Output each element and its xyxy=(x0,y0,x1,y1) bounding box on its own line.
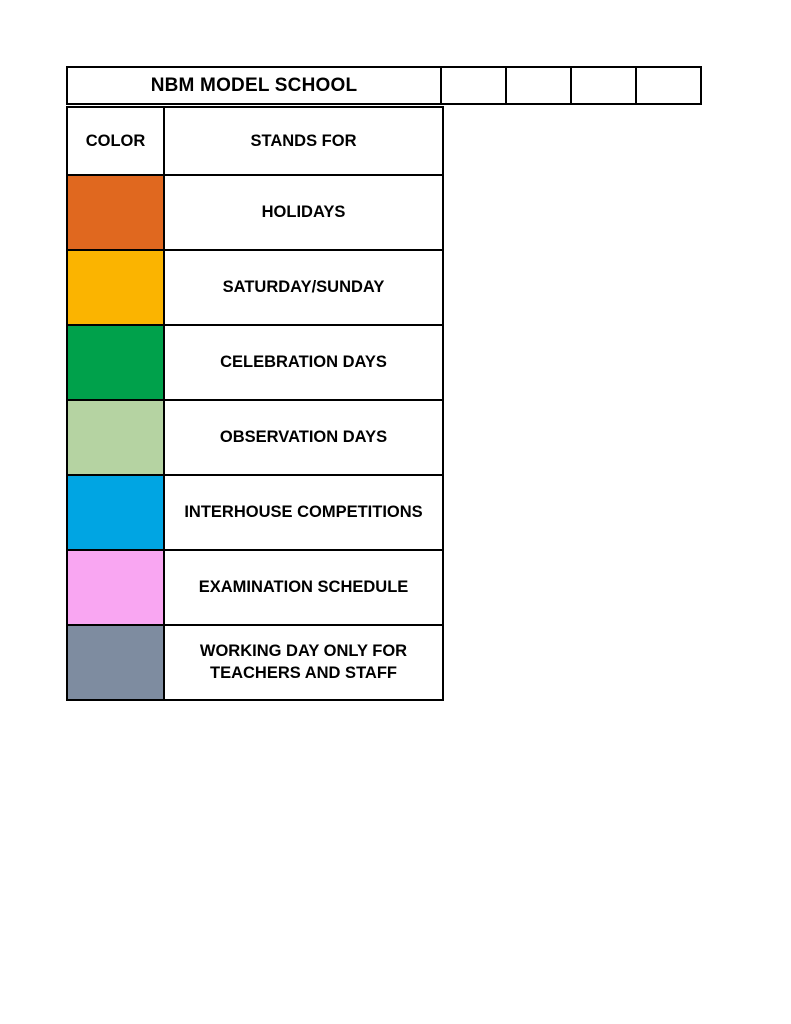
legend-label: OBSERVATION DAYS xyxy=(164,400,443,475)
color-swatch-cell xyxy=(67,175,164,250)
title-row xyxy=(66,66,702,105)
legend-row xyxy=(67,250,443,325)
color-swatch-cell xyxy=(67,400,164,475)
color-swatch-examination-schedule xyxy=(68,551,163,624)
legend-label: EXAMINATION SCHEDULE xyxy=(164,550,443,625)
legend-label: HOLIDAYS xyxy=(164,175,443,250)
color-swatch-cell xyxy=(67,325,164,400)
legend-row xyxy=(67,175,443,250)
legend-label: SATURDAY/SUNDAY xyxy=(164,250,443,325)
legend-label: CELEBRATION DAYS xyxy=(164,325,443,400)
legend-row xyxy=(67,325,443,400)
color-swatch-cell xyxy=(67,250,164,325)
legend-row xyxy=(67,400,443,475)
blank-cell-2 xyxy=(507,66,572,105)
legend-header-color: COLOR xyxy=(67,107,164,175)
blank-cell-1 xyxy=(442,66,507,105)
color-swatch-cell xyxy=(67,550,164,625)
color-swatch-holidays xyxy=(68,176,163,249)
legend-label: WORKING DAY ONLY FOR TEACHERS AND STAFF xyxy=(164,625,443,700)
color-swatch-cell xyxy=(67,475,164,550)
legend-row xyxy=(67,475,443,550)
color-swatch-working-day-teachers-staff xyxy=(68,626,163,699)
legend-row xyxy=(67,625,443,700)
legend-header-stands-for: STANDS FOR xyxy=(164,107,443,175)
blank-cell-3 xyxy=(572,66,637,105)
legend-label: INTERHOUSE COMPETITIONS xyxy=(164,475,443,550)
legend-table xyxy=(66,106,444,701)
page-title: NBM MODEL SCHOOL xyxy=(66,66,442,105)
color-swatch-celebration-days xyxy=(68,326,163,399)
legend-row xyxy=(67,550,443,625)
blank-cell-4 xyxy=(637,66,702,105)
legend-header-row xyxy=(67,107,443,175)
legend-sheet xyxy=(66,66,702,701)
color-swatch-cell xyxy=(67,625,164,700)
color-swatch-saturday-sunday xyxy=(68,251,163,324)
color-swatch-interhouse-competitions xyxy=(68,476,163,549)
color-swatch-observation-days xyxy=(68,401,163,474)
